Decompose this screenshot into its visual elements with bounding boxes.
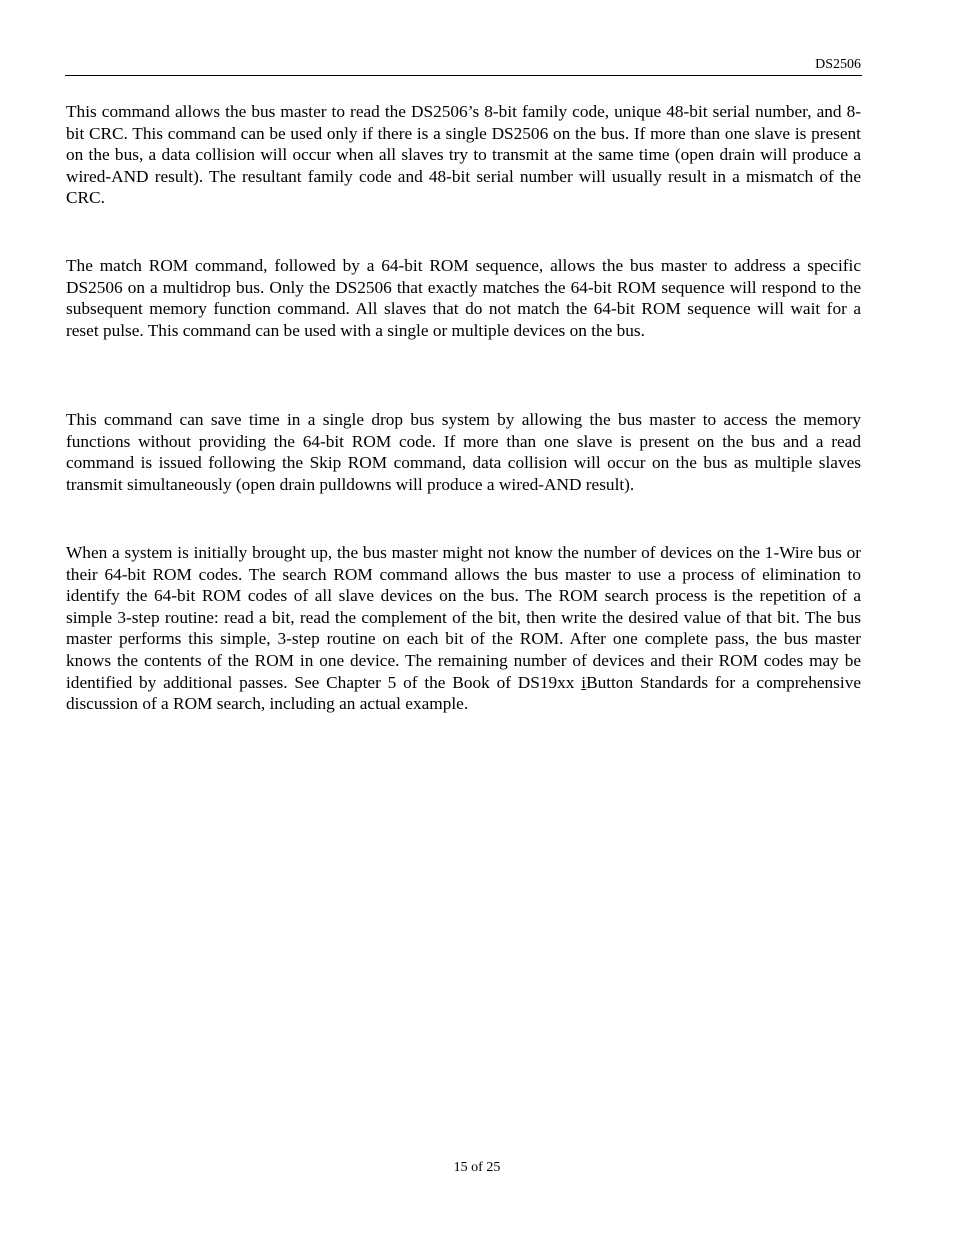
search-rom-paragraph <box>66 542 861 715</box>
header-divider <box>65 75 862 76</box>
search-rom-text-part2: Button Standards for a comprehensive discussion of a ROM search, including an actual example. <box>66 672 862 714</box>
read-rom-paragraph: This command allows the bus master to read the DS2506’s 8-bit family code, unique 48-bit serial number, and 8-bit CRC. This command can be used only if there is a single DS2506 on the bus. If more than one slave is present on the bus, a data collision will occur when all slaves try to transmit at the same time (open drain will produce a wired-AND result). The resultant family code and 48-bit serial number will usually result in a mismatch of the CRC. <box>66 102 861 208</box>
document-part-number: DS2506 <box>815 57 861 72</box>
ibutton-trademark-i: i <box>581 672 587 692</box>
search-rom-text-part1: When a system is initially brought up, the bus master might not know the number of devices on the 1-Wire bus or their 64-bit ROM codes. The search ROM command allows the bus master to use a process of elimination to identify the 64-bit ROM codes of all slave devices on the bus. The ROM search process is the repetition of a simple 3-step routine: read a bit, read the complement of the bit, then write the desired value of that bit. The bus master performs this simple, 3-step routine on each bit of the ROM. After one complete pass, the bus master knows the contents of the ROM in one device. The remaining number of devices and their ROM codes may be identified by additional passes. See Chapter 5 of the Book of DS19xx <box>66 543 861 692</box>
skip-rom-paragraph: This command can save time in a single drop bus system by allowing the bus master to access the memory functions without providing the 64-bit ROM code. If more than one slave is present on the bus and a read command is issued following the Skip ROM command, data collision will occur on the bus as multiple slaves transmit simultaneously (open drain pulldowns will produce a wired-AND result). <box>66 410 861 494</box>
match-rom-paragraph: The match ROM command, followed by a 64-bit ROM sequence, allows the bus master to address a specific DS2506 on a multidrop bus. Only the DS2506 that exactly matches the 64-bit ROM sequence will respond to the subsequent memory function command. All slaves that do not match the 64-bit ROM sequence will wait for a reset pulse. This command can be used with a single or multiple devices on the bus. <box>66 256 861 340</box>
page-number: 15 of 25 <box>453 1160 501 1175</box>
